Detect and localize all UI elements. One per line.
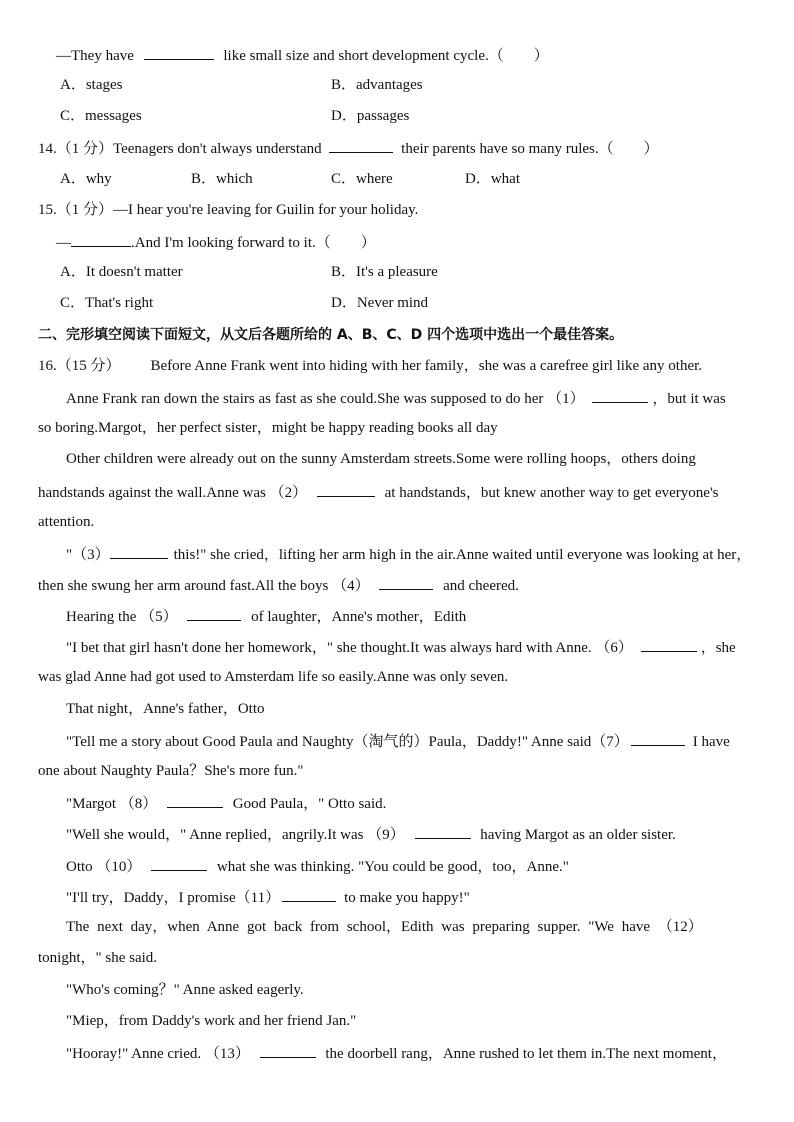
passage-text: I have [692, 734, 730, 750]
passage-text: Hearing the （5） [66, 609, 178, 625]
answer-blank [329, 138, 393, 153]
q16-first-line [38, 357, 702, 375]
passage-line: was glad Anne had got used to Amsterdam life so easily.Anne was only seven. [38, 669, 509, 685]
answer-blank [641, 637, 697, 652]
answer-blank [282, 887, 336, 902]
passage-text: the doorbell rang，Anne rushed to let them in.The next moment， [325, 1046, 727, 1062]
answer-blank [144, 45, 214, 60]
passage-text: Otto （10） [66, 859, 142, 875]
q15-reply-pre: — [56, 235, 71, 251]
q15-option-b: B．It's a pleasure [331, 264, 438, 280]
passage-text: "Well she would，" Anne replied，angrily.It was （9） [66, 827, 405, 843]
passage-text: this!" she cried，lifting her arm high in the air.Anne waited until everyone was looking at her， [173, 547, 752, 563]
passage-line: The next day，when Anne got back from school，Edith was preparing supper. "We have （12） [66, 919, 703, 935]
passage-line [66, 824, 676, 844]
passage-line: attention. [38, 514, 95, 530]
passage-line [66, 606, 466, 626]
answer-blank [415, 824, 471, 839]
passage-line [66, 793, 386, 813]
passage-text: Good Paula，" Otto said. [232, 796, 387, 812]
passage-line [66, 731, 730, 751]
passage-text: ，but it was [652, 391, 726, 407]
passage-text: of laughter，Anne's mother，Edith [251, 609, 467, 625]
q13-option-d: D．passages [331, 108, 410, 124]
passage-line [66, 1043, 727, 1063]
q15-reply [56, 232, 376, 252]
answer-blank [71, 232, 131, 247]
q16-intro: Before Anne Frank went into hiding with her family，she was a carefree girl like any other. [150, 358, 703, 374]
passage-text: what she was thinking. "You could be good，too，Anne." [216, 859, 569, 875]
q14-stem-post: their parents have so many rules.（ ） [401, 141, 659, 157]
answer-blank [151, 856, 207, 871]
q13-stem [56, 45, 549, 65]
answer-blank [167, 793, 223, 808]
q13-stem-pre: —They have [56, 48, 134, 64]
q14-option-b: B．which [191, 171, 253, 187]
answer-blank [379, 575, 433, 590]
q14-option-a: A．why [60, 171, 112, 187]
q13-stem-post: like small size and short development cycle.（ ） [223, 48, 549, 64]
passage-line [66, 856, 569, 876]
q15-option-d: D．Never mind [331, 295, 429, 311]
q15-stem: 15.（1 分）—I hear you're leaving for Guilin for your holiday. [38, 202, 419, 218]
section-heading: 二、完形填空阅读下面短文，从文后各题所给的 A、B、C、D 四个选项中选出一个最佳答案。 [38, 327, 624, 343]
passage-line: "Miep，from Daddy's work and her friend Jan." [66, 1013, 357, 1029]
passage-line [66, 388, 726, 408]
passage-line: one about Naughty Paula？She's more fun." [38, 763, 304, 779]
passage-text: "I bet that girl hasn't done her homework，" she thought.It was always hard with Anne. （6） [66, 640, 633, 656]
passage-line: That night，Anne's father，Otto [66, 701, 265, 717]
passage-line [38, 575, 519, 595]
passage-text: "I'll try，Daddy，I promise（11） [66, 890, 281, 906]
answer-blank [631, 731, 685, 746]
passage-line [66, 544, 751, 564]
passage-text: having Margot as an older sister. [480, 827, 676, 843]
passage-text: at handstands，but knew another way to get everyone's [384, 485, 719, 501]
passage-text: and cheered. [443, 578, 519, 594]
q15-reply-post: .And I'm looking forward to it.（ ） [131, 235, 376, 251]
passage-text: ，she [700, 640, 736, 656]
answer-blank [592, 388, 648, 403]
q14-stem [38, 138, 659, 158]
passage-text: Anne Frank ran down the stairs as fast as she could.She was supposed to do her （1） [66, 391, 585, 407]
q13-option-b: B．advantages [331, 77, 423, 93]
passage-text: "Tell me a story about Good Paula and Naughty（淘气的）Paula，Daddy!" Anne said（7） [66, 734, 629, 750]
q14-option-d: D．what [465, 171, 520, 187]
q14-stem-pre: 14.（1 分）Teenagers don't always understand [38, 141, 322, 157]
q14-option-c: C．where [331, 171, 393, 187]
passage-line [38, 482, 719, 502]
q16-number: 16.（15 分） [38, 358, 121, 374]
passage-text: then she swung her arm around fast.All the boys （4） [38, 578, 370, 594]
passage-text: "Hooray!" Anne cried. （13） [66, 1046, 250, 1062]
answer-blank [260, 1043, 316, 1058]
passage-line: tonight，" she said. [38, 950, 158, 966]
passage-text: to make you happy!" [344, 890, 470, 906]
passage-line: Other children were already out on the sunny Amsterdam streets.Some were rolling hoops，others doing [66, 451, 696, 467]
passage-line: so boring.Margot，her perfect sister，might be happy reading books all day [38, 420, 498, 436]
passage-line [66, 637, 736, 657]
q13-option-c: C．messages [60, 108, 142, 124]
answer-blank [317, 482, 375, 497]
passage-line: "Who's coming？" Anne asked eagerly. [66, 982, 304, 998]
q15-option-a: A．It doesn't matter [60, 264, 183, 280]
q15-option-c: C．That's right [60, 295, 154, 311]
passage-text: "（3） [66, 547, 110, 563]
passage-text: "Margot （8） [66, 796, 158, 812]
passage-line [66, 887, 470, 907]
answer-blank [110, 544, 168, 559]
answer-blank [187, 606, 241, 621]
passage-text: handstands against the wall.Anne was （2） [38, 485, 308, 501]
q13-option-a: A．stages [60, 77, 123, 93]
